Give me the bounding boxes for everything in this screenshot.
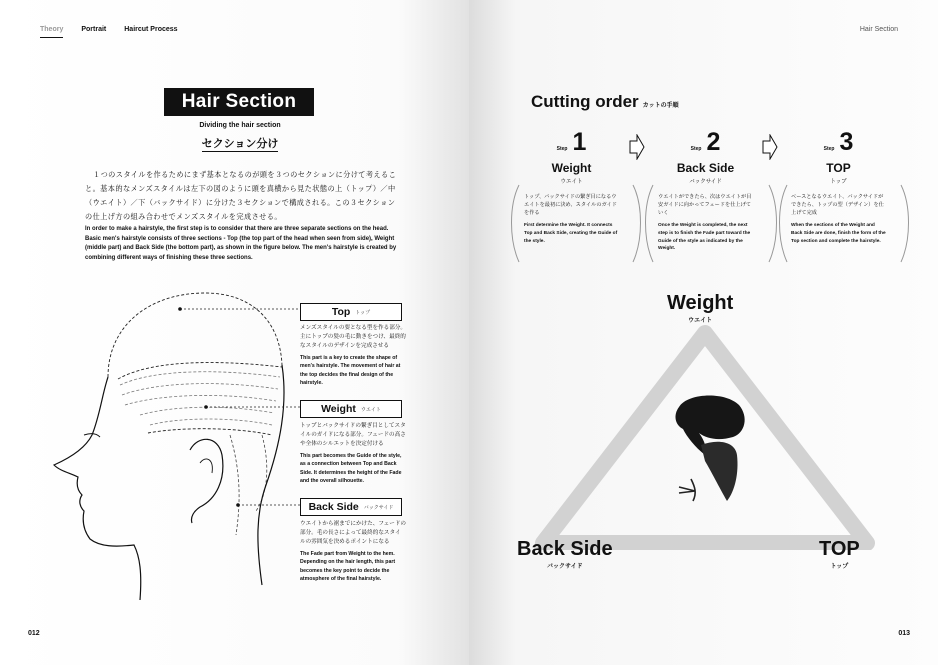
label-top-desc-en: This part is a key to create the shape of men's hairstyle. The movement of hair at the top decides the final design of the hairstyle.: [300, 355, 401, 387]
running-head: Hair Section: [859, 26, 898, 33]
nav-item-portrait[interactable]: Portrait: [81, 26, 107, 33]
step-2-word: Step: [690, 146, 702, 152]
step-2-number: 2: [706, 128, 721, 156]
step-1-desc-en: First determine the Weight. It connects Top and Back Side, creating the Guide of the style.: [524, 223, 618, 244]
label-back-side: [300, 498, 402, 516]
triangle-label-weight: [667, 292, 733, 324]
arrow-right-icon: [762, 134, 778, 160]
step-1-desc-jp: トップ、バックサイドの繋ぎ目になるウエイトを最初に決め、スタイルのガイドを作る: [524, 194, 617, 216]
step-2-head: [658, 128, 753, 157]
nav-item-haircut-process[interactable]: Haircut Process: [124, 26, 178, 33]
label-weight: [300, 400, 402, 418]
step-3-title: TOP: [826, 161, 851, 175]
label-weight-desc-en: This part becomes the Guide of the style, as a connection between Top and Back Side. It determines the height of the Fade and the overall silhouette.: [300, 453, 402, 485]
triangle-label-back-side: [517, 538, 613, 570]
arrow-right-icon: [629, 134, 645, 160]
triangle-top-jp: トップ: [830, 564, 849, 570]
step-1-word: Step: [556, 146, 568, 152]
hairstyle-silhouette-icon: [676, 395, 745, 501]
step-1-title-jp: ウエイト: [560, 179, 583, 185]
step-2-title: Back Side: [676, 161, 735, 175]
step-1-head: [524, 128, 619, 157]
step-3: [791, 128, 886, 245]
triangle-weight-jp: ウエイト: [688, 318, 713, 324]
label-back-side-en: Back Side: [308, 501, 359, 513]
step-2-title-jp: バックサイド: [689, 179, 722, 185]
page-title: Hair Section: [164, 88, 314, 116]
nav-item-theory[interactable]: Theory: [40, 26, 63, 38]
step-2-desc-en: Once the Weight is completed, the next step is to finish the Fade part toward the Guide of the style as indicated by the Weight.: [658, 223, 751, 252]
label-back-side-desc-jp: ウエイトから裾までにかけた、フェードの部分。毛の長さによって最終的なスタイルの雰囲気を決めるポイントになる: [300, 521, 407, 545]
label-weight-jp: ウエイト: [360, 406, 381, 413]
step-3-word: Step: [823, 146, 835, 152]
right-page: [469, 0, 938, 665]
page-number-left: 012: [28, 630, 40, 637]
cutting-order-triangle: [529, 315, 889, 550]
triangle-weight-en: Weight: [667, 292, 734, 314]
step-2: [658, 128, 753, 253]
label-top-desc-jp: メンズスタイルの要となる型を作る部分。主にトップの髪の毛に動きをつけ、最終的なスタイルのデザインを完成させる: [300, 325, 407, 349]
label-weight-en: Weight: [321, 403, 356, 415]
body-text-jp: １つのスタイルを作るためにまず基本となるのが頭を３つのセクションに分けて考えること。基本的なメンズスタイルは左下の図のように頭を真横から見た状態の上（トップ）／中（ウエイト）／下（バックサイド）に分けた３セクションで構成される。この３セクションの仕上げ方の組み合わせでメンズスタイルを完成させる。: [85, 170, 397, 221]
triangle-top-en: TOP: [819, 538, 860, 560]
step-1-title: Weight: [551, 161, 592, 175]
label-top-jp: トップ: [355, 309, 371, 316]
cutting-order-title: [531, 92, 679, 112]
label-weight-desc-jp: トップとバックサイドの繋ぎ目としてスタイルのガイドになる部分。フェードの高さや全体のシルエットを決定付ける: [300, 423, 406, 447]
label-top: [300, 303, 402, 321]
cutting-order-title-jp: カットの手順: [642, 103, 679, 109]
step-3-title-jp: トップ: [830, 179, 847, 185]
label-back-side-desc-en: The Fade part from Weight to the hem. Depending on the hair length, this part becomes the key point to decide the atmosphere of the final hairstyle.: [300, 551, 396, 583]
cutting-order-title-en: Cutting order: [531, 92, 639, 111]
label-back-side-jp: バックサイド: [363, 504, 394, 511]
step-2-desc-jp: ウエイトができたら、次はウエイトが目安ガイドに向かってフェードを仕上げていく: [658, 194, 752, 216]
step-3-desc-en: When the sections of the Weight and Back Side are done, finish the form of the Top section and complete the hairstyle.: [791, 223, 886, 244]
triangle-back-side-en: Back Side: [517, 538, 613, 560]
triangle-back-side-jp: バックサイド: [547, 564, 583, 570]
page-subtitle: Dividing the hair section: [199, 122, 281, 129]
step-3-number: 3: [839, 128, 854, 156]
step-3-desc-jp: ベースとなるウエイト、バックサイドができたら、トップの型（デザイン）を仕上げて完成: [791, 194, 884, 216]
step-1: [524, 128, 619, 245]
page-subtitle-jp-text: セクション分け: [201, 138, 279, 150]
page-subtitle-jp: [120, 135, 360, 151]
section-nav: [40, 26, 178, 38]
body-text-en: In order to make a hairstyle, the first step is to consider that there are three separate sections on the head. Basic men's hairstyle consists of three sections - Top (the top part of the head when seen from side), Weight (middle part) and Back Side (the bottom part), as shown in the figure below. The men's hairstyle is created by combining different ways of finishing these three sections.: [85, 226, 397, 261]
step-3-head: [791, 128, 886, 157]
step-1-number: 1: [572, 128, 587, 156]
label-top-en: Top: [331, 306, 351, 318]
triangle-label-top: [819, 538, 860, 570]
head-section-illustration: [30, 285, 320, 615]
page-number-right: 013: [898, 630, 910, 637]
